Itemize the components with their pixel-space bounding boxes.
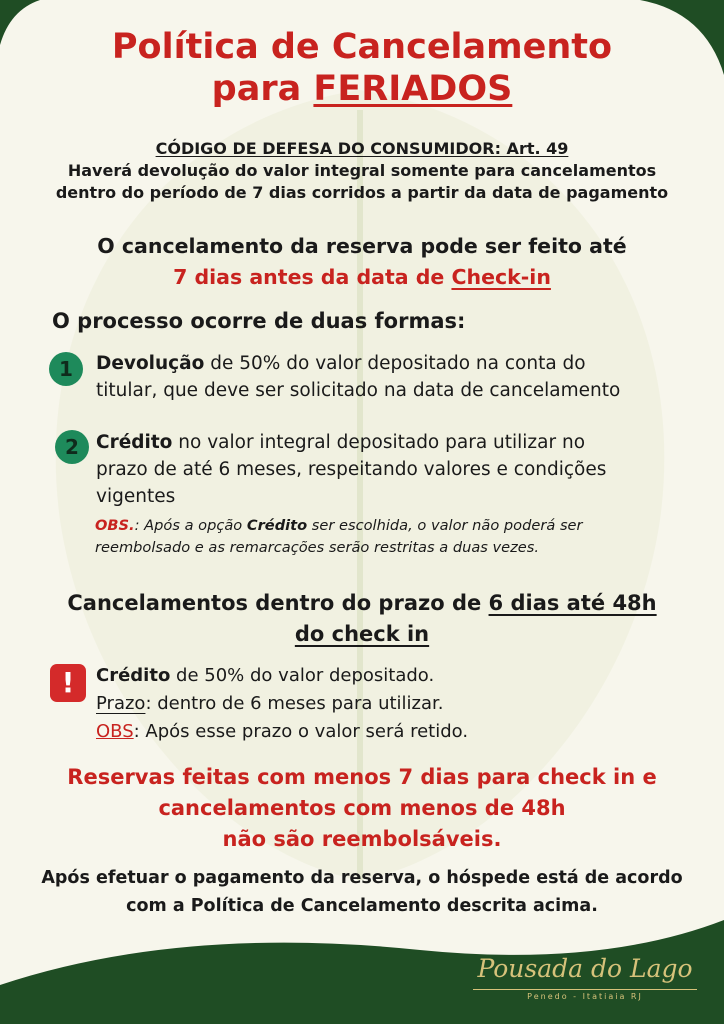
cancel-deadline <box>0 231 724 293</box>
title-line1: Política de Cancelamento <box>111 27 613 67</box>
alert-obs-text: : Após esse prazo o valor será retido. <box>133 721 469 742</box>
cdc-heading: CÓDIGO DE DEFESA DO CONSUMIDOR: Art. 49 <box>155 139 569 158</box>
prazo-text: : dentro de 6 meses para utilizar. <box>145 693 444 714</box>
option-1-line2: titular, que deve ser solicitado na data de cancelamento <box>96 380 621 401</box>
cdc-section <box>0 138 724 204</box>
alert-body <box>96 662 656 746</box>
alert-icon: ! <box>50 664 86 702</box>
warning-line1: Reservas feitas com menos 7 dias para check in e <box>67 765 657 789</box>
option-1-line1-rest: de 50% do valor depositado na conta do <box>204 353 586 374</box>
prazo-line1 <box>0 588 724 619</box>
title-line2 <box>0 68 724 110</box>
option-2-bold: Crédito <box>96 432 173 453</box>
obs-emphasis: Crédito <box>246 517 308 534</box>
option-2-line2: prazo de até 6 meses, respeitando valores e condições <box>96 459 607 480</box>
warning-line2: cancelamentos com menos de 48h <box>158 796 566 820</box>
final-statement <box>0 864 724 920</box>
final-line2: com a Política de Cancelamento descrita acima. <box>126 896 598 916</box>
title-line2-prefix: para <box>211 69 314 109</box>
option-1-line1 <box>96 350 686 377</box>
process-heading: O processo ocorre de duas formas: <box>52 309 466 333</box>
option-1-bold: Devolução <box>96 353 205 374</box>
alert-line1-rest: de 50% do valor depositado. <box>170 665 435 686</box>
title-emphasis: FERIADOS <box>313 69 513 109</box>
alert-bold: Crédito <box>96 665 171 686</box>
obs-line2: reembolsado e as remarcações serão restritas a duas vezes. <box>95 539 540 556</box>
cdc-line1: Haverá devolução do valor integral somente para cancelamentos <box>67 161 657 180</box>
checkin-emphasis: Check-in <box>451 265 551 289</box>
prazo-label: Prazo <box>96 693 146 714</box>
logo-name: Pousada do Lago <box>477 954 693 983</box>
option-2-text <box>96 429 686 510</box>
logo-divider <box>473 989 697 990</box>
cdc-line2: dentro do período de 7 dias corridos a partir da data de pagamento <box>55 183 669 202</box>
prazo-heading <box>0 588 724 650</box>
obs-note <box>95 515 695 559</box>
final-line1: Após efetuar o pagamento da reserva, o hóspede está de acordo <box>41 868 683 888</box>
prazo-emphasis-2: do check in <box>294 622 430 646</box>
option-2-line1-rest: no valor integral depositado para utilizar no <box>172 432 586 453</box>
pousada-logo <box>460 952 710 1012</box>
option-2-line1 <box>96 429 686 456</box>
obs-text1: : Após a opção <box>134 517 247 534</box>
non-refundable-warning <box>0 762 724 855</box>
alert-line3 <box>96 718 656 746</box>
alert-obs-label: OBS <box>96 721 134 742</box>
obs-label: OBS. <box>95 517 135 534</box>
cancel-line1: O cancelamento da reserva pode ser feito até <box>97 234 627 258</box>
alert-line2 <box>96 690 656 718</box>
prazo-emphasis-1: 6 dias até 48h <box>488 591 657 615</box>
logo-subtitle: Penedo - Itatiaia RJ <box>527 992 643 1001</box>
option-1-badge: 1 <box>49 352 83 386</box>
option-2-line3: vigentes <box>96 486 176 507</box>
option-2-badge: 2 <box>55 430 89 464</box>
cancel-line2 <box>0 262 724 293</box>
cancel-line2-prefix: 7 dias antes da data de <box>173 265 452 289</box>
option-1-text <box>96 350 686 404</box>
alert-line1 <box>96 662 656 690</box>
obs-line1 <box>95 515 695 537</box>
warning-line3: não são reembolsáveis. <box>222 827 502 851</box>
page-title <box>0 26 724 110</box>
obs-text2: ser escolhida, o valor não poderá ser <box>307 517 583 534</box>
prazo-prefix: Cancelamentos dentro do prazo de <box>67 591 489 615</box>
